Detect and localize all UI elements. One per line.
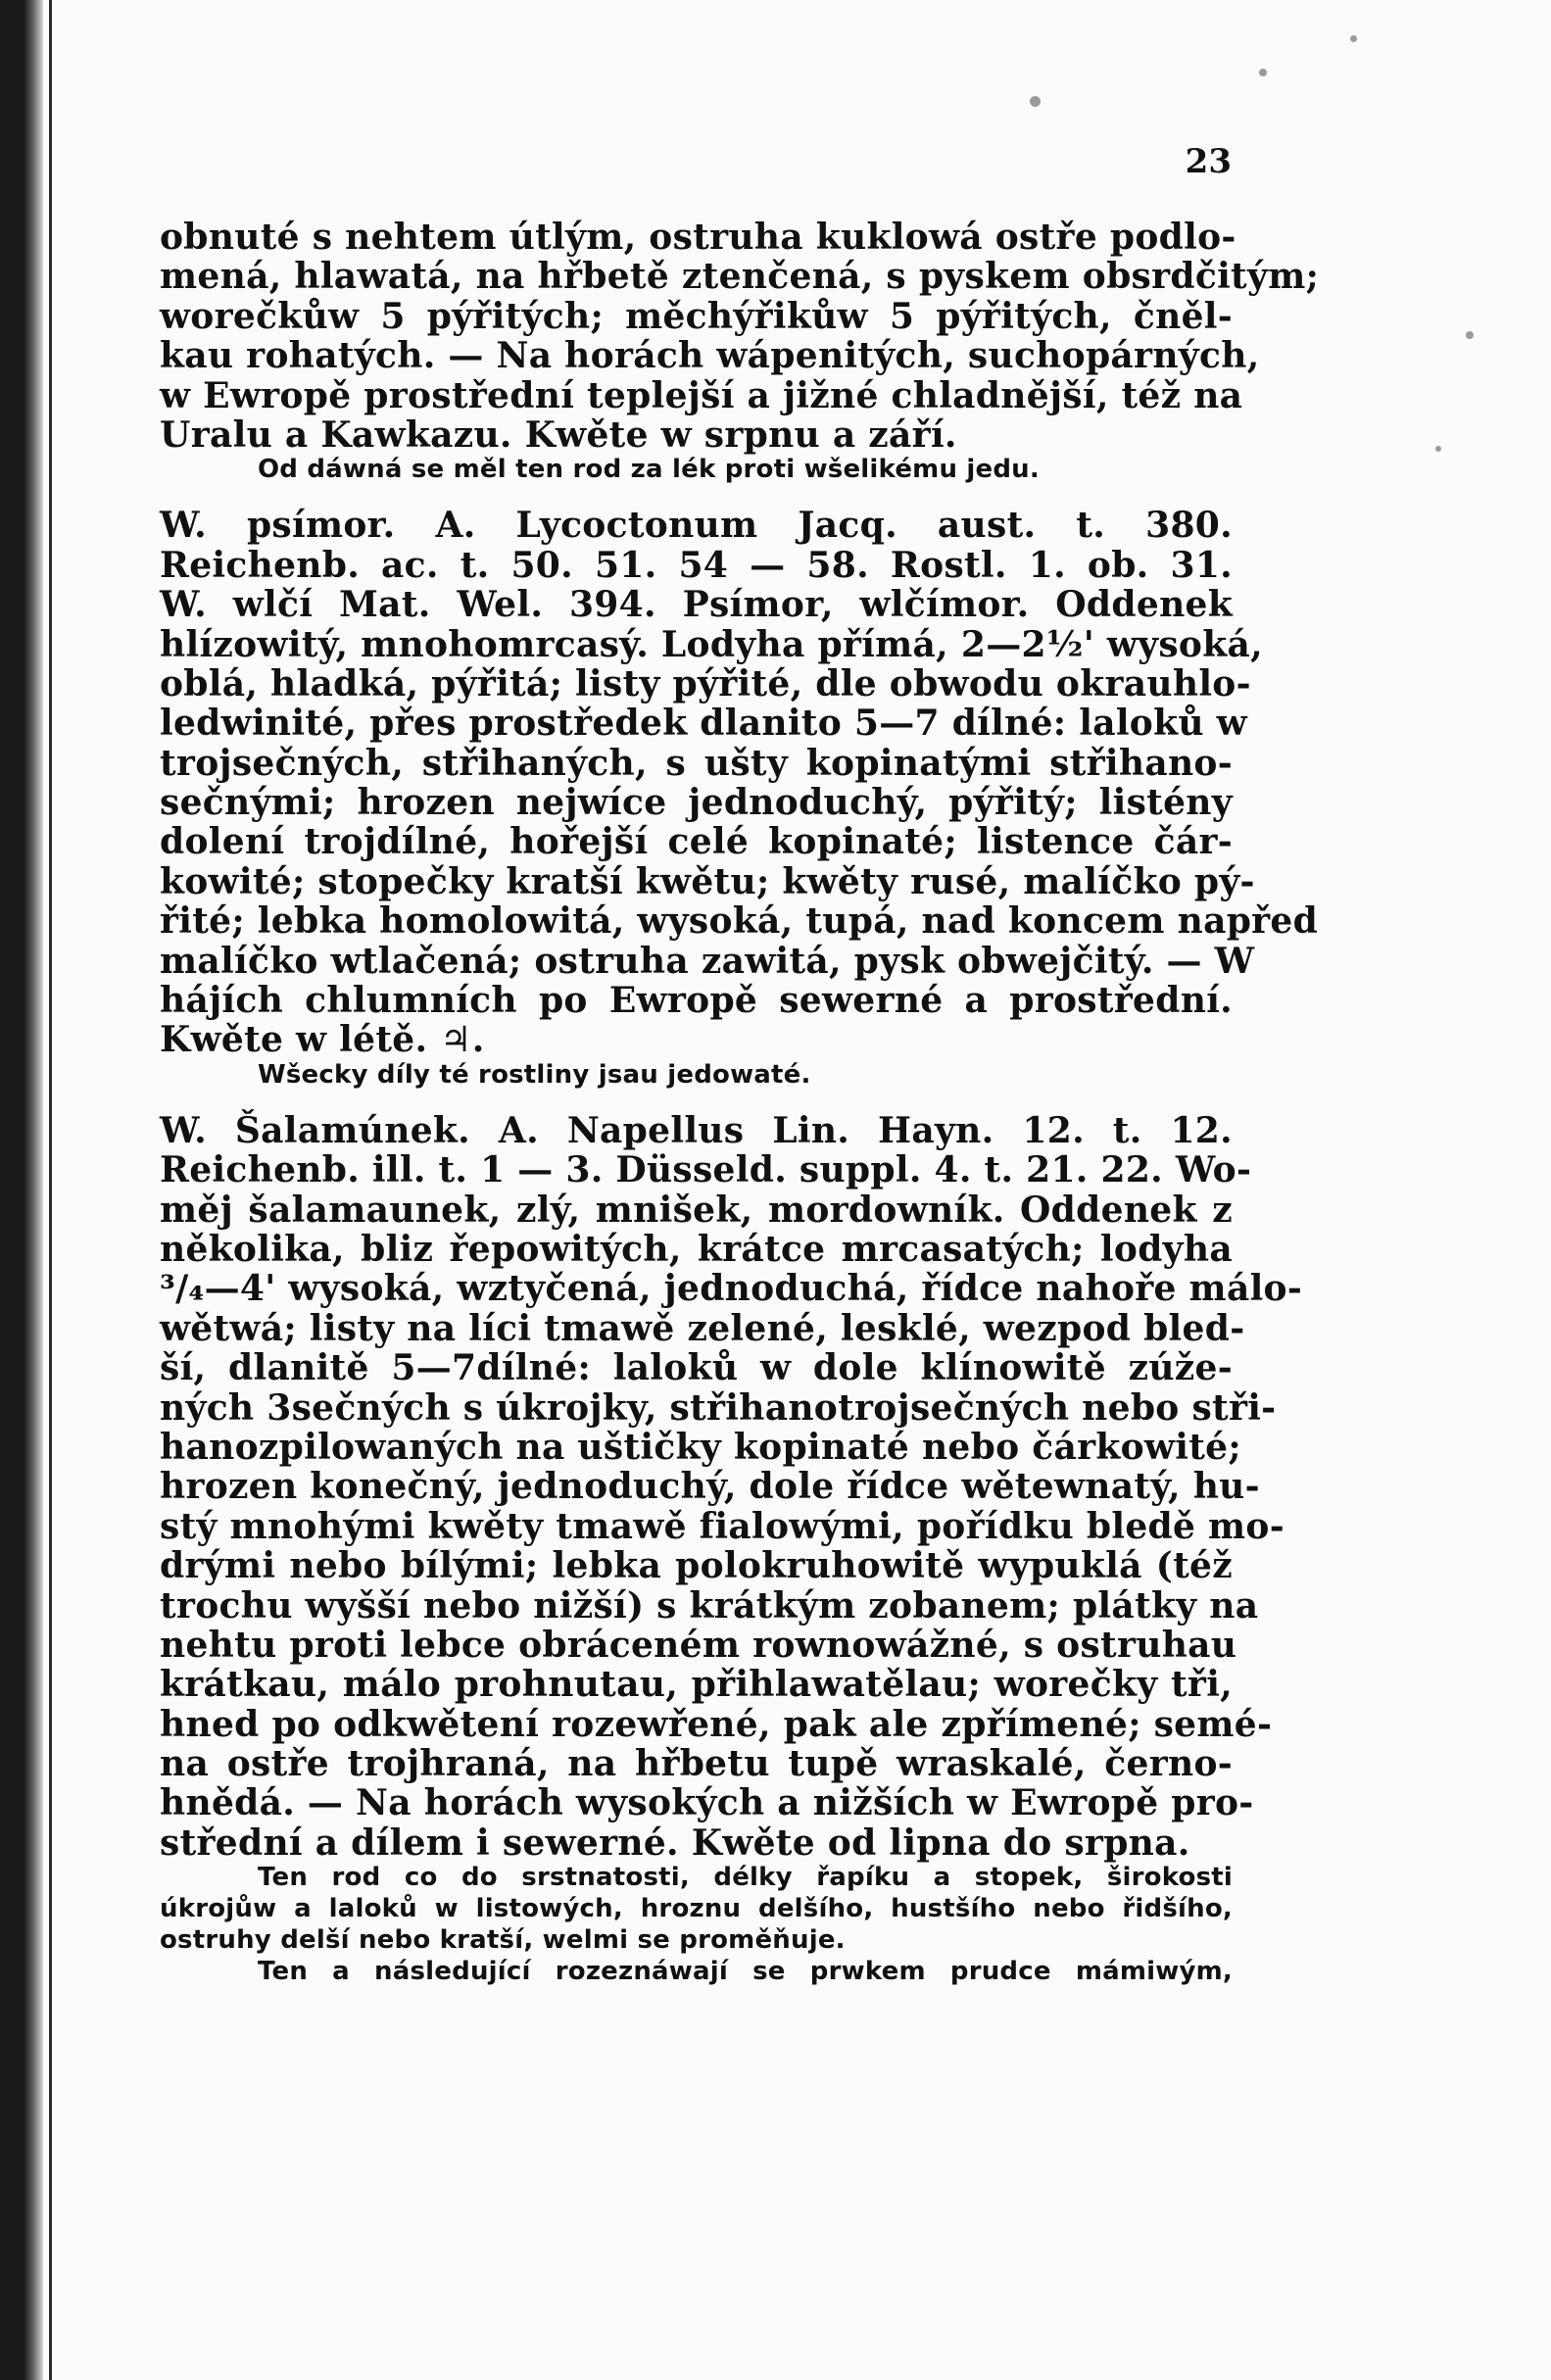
- text-line: hned po odkwětení rozewřené, pak ale zpřímené; semé-: [160, 1703, 1273, 1745]
- body-text: [160, 217, 1320, 1988]
- text-line: stý mnohými kwěty tmawě fialowými, pořídku bledě mo-: [160, 1505, 1284, 1547]
- genus-description-block: [160, 217, 1320, 486]
- text-line: střední a dílem i sewerné. Kwěte od lipna do srpna.: [160, 1821, 1190, 1864]
- text-line: nehtu proti lebce obráceném rownowážné, s ostruhau: [160, 1624, 1237, 1666]
- paper-speck: [1435, 446, 1441, 452]
- text-line: sečnými; hrozen nejwíce jednoduchý, pýřitý; listény: [160, 782, 1233, 824]
- text-line: obnuté s nehtem útlým, ostruha kuklowá ostře podlo-: [160, 217, 1236, 258]
- section-gap: [160, 486, 1233, 506]
- text-line: trochu wyšší nebo nižší) s krátkým zobanem; plátky na: [160, 1584, 1259, 1627]
- text-line: wětwá; listy na líci tmawě zelené, lesklé, wezpod bled-: [160, 1307, 1245, 1349]
- text-line: W. psímor. A. Lycoctonum Jacq. aust. t. 380.: [160, 505, 1233, 547]
- text-line: hlízowitý, mnohomrcasý. Lodyha přímá, 2—2½' wysoká,: [160, 623, 1263, 665]
- text-line: hájích chlumních po Ewropě sewerné a prostřední.: [160, 980, 1233, 1022]
- text-line: worečkůw 5 pýřitých; měchýřikůw 5 pýřitých, čněl-: [160, 295, 1233, 337]
- text-line: w Ewropě prostřední teplejší a jižné chladnější, též na: [160, 374, 1243, 416]
- paper-speck: [1350, 35, 1357, 42]
- text-line: Reichenb. ac. t. 50. 51. 54 — 58. Rostl. 1. ob. 31.: [160, 544, 1233, 586]
- page-edge-line: [49, 0, 52, 2380]
- text-line: ší, dlanitě 5—7dílné: laloků w dole klínowitě zúže-: [160, 1347, 1233, 1389]
- text-line: malíčko wtlačená; ostruha zawitá, pysk obwejčitý. — W: [160, 940, 1255, 982]
- text-line: řité; lebka homolowitá, wysoká, tupá, nad koncem napřed: [160, 900, 1319, 943]
- text-line: Kwěte w létě. ♃.: [160, 1019, 485, 1061]
- footnote-line: Od dáwná se měl ten rod za lék proti wšelikému jedu.: [258, 455, 1040, 485]
- footnote-line: Ten a následující rozeznáwají se prwkem prudce mámiwým,: [258, 1957, 1233, 1987]
- text-line: na ostře trojhraná, na hřbetu tupě wraskalé, černo-: [160, 1743, 1233, 1785]
- text-line: měj šalamaunek, zlý, mnišek, mordowník. Oddenek z: [160, 1189, 1233, 1231]
- footnote-line: Ten rod co do srstnatosti, délky řapíku a stopek, širokosti: [258, 1863, 1233, 1893]
- page-number: 23: [1185, 142, 1232, 181]
- text-line: trojsečných, střihaných, s ušty kopinatými střihano-: [160, 742, 1233, 784]
- text-line: oblá, hladká, pýřitá; listy pýřité, dle obwodu okrauhlo-: [160, 662, 1251, 704]
- text-line: ledwinité, přes prostředek dlanito 5—7 dílné: laloků w: [160, 703, 1247, 745]
- text-line: hrozen konečný, jednoduchý, dole řídce wětewnatý, hu-: [160, 1466, 1260, 1508]
- text-line: hnědá. — Na horách wysokých a nižších w Ewropě pro-: [160, 1782, 1254, 1824]
- footnote-line: ostruhy delší nebo kratší, welmi se proměňuje.: [160, 1925, 846, 1956]
- footnote-line: úkrojůw a laloků w listowých, hroznu delšího, hustšího nebo řidšího,: [160, 1894, 1233, 1924]
- paper-speck: [1259, 69, 1267, 76]
- text-line: ³/₄—4' wysoká, wztyčená, jednoduchá, řídce nahoře málo-: [160, 1268, 1303, 1310]
- text-line: několika, bliz řepowitých, krátce mrcasatých; lodyha: [160, 1228, 1233, 1270]
- text-line: Uralu a Kawkazu. Kwěte w srpnu a září.: [160, 413, 957, 456]
- text-line: hanozpilowaných na uštičky kopinaté nebo čárkowité;: [160, 1426, 1241, 1468]
- book-binding-shadow: [0, 0, 43, 2380]
- text-line: dolení trojdílné, hořejší celé kopinaté; listence čár-: [160, 821, 1233, 863]
- text-line: krátkau, málo prohnutau, přihlawatělau; worečky tři,: [160, 1664, 1233, 1706]
- text-line: Reichenb. ill. t. 1 — 3. Düsseld. suppl. 4. t. 21. 22. Wo-: [160, 1149, 1252, 1191]
- section-gap: [160, 1092, 1233, 1111]
- paper-speck: [1466, 331, 1474, 339]
- text-line: drými nebo bílými; lebka polokruhowitě wypuklá (též: [160, 1545, 1233, 1587]
- footnote-line: Wšecky díly té rostliny jsau jedowaté.: [258, 1059, 811, 1090]
- species-entry-salamunek: [160, 1109, 1303, 1988]
- paper-speck: [1030, 96, 1041, 107]
- text-line: mená, hlawatá, na hřbetě ztenčená, s pyskem obsrdčitým;: [160, 256, 1320, 298]
- text-line: W. Šalamúnek. A. Napellus Lin. Hayn. 12. t. 12.: [160, 1109, 1233, 1151]
- text-line: kau rohatých. — Na horách wápenitých, suchopárných,: [160, 335, 1260, 377]
- text-line: kowité; stopečky kratší kwětu; kwěty rusé, malíčko pý-: [160, 860, 1255, 902]
- species-entry-psimor: [160, 505, 1319, 1091]
- text-line: W. wlčí Mat. Wel. 394. Psímor, wlčímor. Oddenek: [160, 584, 1233, 626]
- text-line: ných 3sečných s úkrojky, střihanotrojsečných nebo stři-: [160, 1386, 1277, 1429]
